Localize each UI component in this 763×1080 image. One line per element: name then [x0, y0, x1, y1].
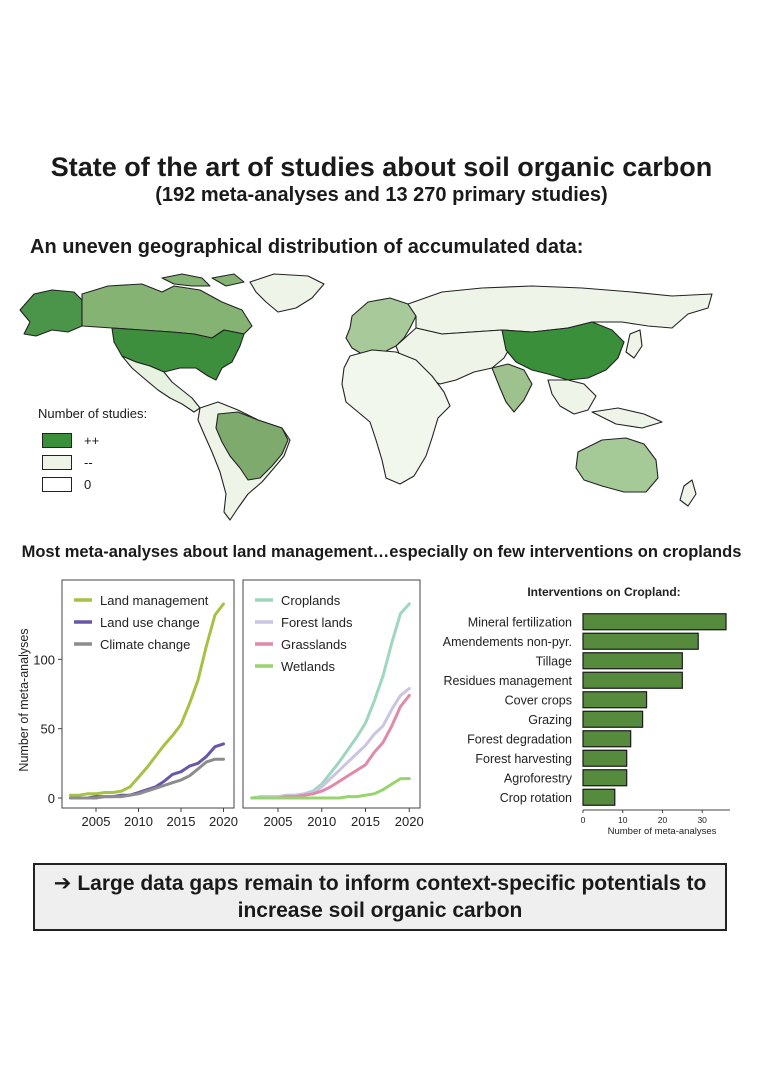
region-greenland: [250, 274, 324, 312]
region-alaska: [20, 290, 82, 336]
region-australia: [576, 438, 658, 492]
bar-x-tick-label-10: 10: [617, 815, 628, 825]
legend-label-1-0: Croplands: [281, 593, 341, 608]
y-tick-label-0-100: 100: [33, 652, 55, 668]
bar-x-tick-label-20: 20: [657, 815, 668, 825]
y-axis-label-0: Number of meta-analyses: [17, 628, 31, 772]
arrow-right-icon: ➔: [53, 871, 72, 895]
x-tick-label-0-2020: 2020: [209, 814, 238, 829]
map-legend-swatch-low: [42, 455, 72, 470]
takeaway-box: [33, 863, 727, 931]
region-canada: [82, 284, 252, 338]
bar-2: [583, 653, 682, 669]
map-legend-label-high: ++: [84, 432, 100, 448]
legend-label-1-3: Wetlands: [281, 659, 335, 674]
x-tick-label-1-2010: 2010: [307, 814, 337, 829]
bar-category-label-1: Amendements non-pyr.: [442, 634, 572, 649]
region-southeast-asia: [548, 380, 662, 428]
page-title: State of the art of studies about soil organic carbon: [50, 152, 713, 182]
legend-label-1-1: Forest lands: [281, 615, 353, 630]
map-legend-item-high: [38, 429, 147, 451]
bar-category-label-0: Mineral fertilization: [467, 615, 572, 630]
bar-0: [583, 614, 726, 630]
bar-x-axis-label: Number of meta-analyses: [607, 826, 717, 837]
y-tick-label-0-50: 50: [40, 721, 55, 737]
bar-7: [583, 750, 627, 766]
bar-x-tick-label-30: 30: [697, 815, 707, 825]
bar-category-label-2: Tillage: [535, 654, 572, 669]
bar-x-tick-label-0: 0: [580, 815, 586, 825]
charts-area: [0, 570, 763, 840]
bar-category-label-4: Cover crops: [504, 693, 572, 708]
x-tick-label-1-2015: 2015: [351, 814, 380, 829]
map-legend-item-zero: [38, 473, 147, 495]
region-russia: [408, 286, 712, 334]
bar-category-label-5: Grazing: [528, 712, 572, 727]
region-arctic-islands: [162, 274, 244, 286]
bar-chart-title: Interventions on Cropland:: [527, 585, 681, 599]
region-new-zealand: [680, 480, 696, 506]
region-japan: [626, 330, 642, 358]
y-tick-label-0-0: 0: [47, 791, 55, 806]
bar-4: [583, 692, 647, 708]
x-tick-label-0-2005: 2005: [81, 814, 111, 829]
bar-5: [583, 711, 643, 727]
map-legend-item-low: [38, 451, 147, 473]
bar-3: [583, 672, 682, 688]
x-tick-label-1-2020: 2020: [394, 814, 424, 829]
legend-label-0-2: Climate change: [100, 637, 191, 652]
bar-category-label-6: Forest degradation: [467, 732, 572, 747]
bar-1: [583, 633, 698, 649]
takeaway-text: Large data gaps remain to inform context-specific potentials to increase soil organic carbon: [77, 871, 707, 922]
map-legend: [38, 406, 147, 495]
map-legend-swatch-high: [42, 433, 72, 448]
x-tick-label-0-2010: 2010: [124, 814, 153, 829]
x-tick-label-1-2005: 2005: [263, 814, 293, 829]
bar-6: [583, 731, 631, 747]
charts-heading: Most meta-analyses about land management…especially on few interventions on croplands: [21, 543, 742, 561]
bar-category-label-9: Crop rotation: [499, 790, 572, 805]
map-legend-swatch-zero: [42, 477, 72, 492]
map-heading: An uneven geographical distribution of accumulated data:: [30, 236, 584, 258]
bar-category-label-7: Forest harvesting: [475, 751, 572, 766]
region-india: [492, 364, 532, 412]
map-legend-label-zero: 0: [84, 476, 92, 492]
map-legend-title: Number of studies:: [38, 406, 148, 421]
page-subtitle: (192 meta-analyses and 13 270 primary studies): [155, 184, 608, 206]
map-legend-label-low: --: [84, 454, 93, 470]
region-usa: [112, 328, 244, 380]
bar-category-label-8: Agroforestry: [503, 771, 572, 786]
legend-label-1-2: Grasslands: [281, 637, 347, 652]
legend-label-0-1: Land use change: [100, 615, 200, 630]
bar-8: [583, 770, 627, 786]
bar-9: [583, 789, 615, 805]
bar-category-label-3: Residues management: [443, 673, 572, 688]
legend-label-0-0: Land management: [100, 593, 209, 608]
x-tick-label-0-2015: 2015: [166, 814, 196, 829]
